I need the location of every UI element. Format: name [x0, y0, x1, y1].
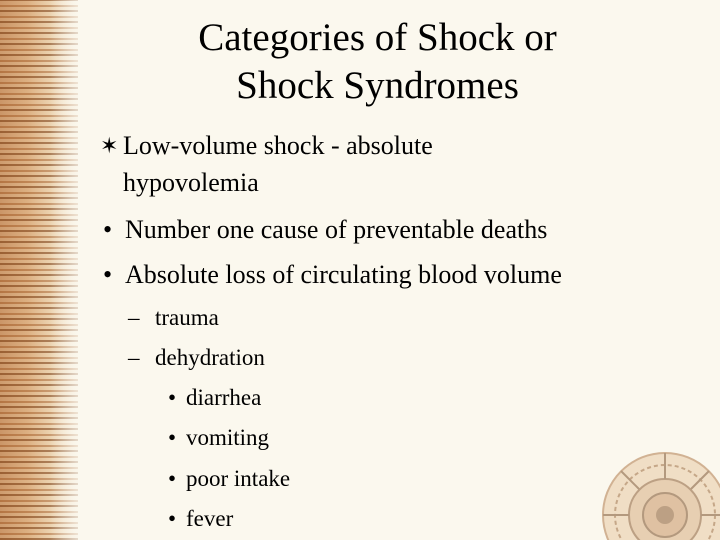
slide-title — [80, 14, 675, 110]
dash-icon: – — [128, 305, 140, 330]
sub-item-text: dehydration — [155, 345, 265, 370]
star-bullet-icon: ✶ — [100, 133, 119, 158]
sub-item-text: trauma — [155, 305, 219, 330]
sub-sub-item-text: fever — [186, 506, 234, 531]
heading-line-2: hypovolemia — [123, 168, 259, 197]
bullet-icon: • — [168, 425, 177, 450]
heading-item-continued — [123, 164, 259, 202]
title-line-1: Categories of Shock or — [198, 16, 557, 59]
heading-line-1: Low-volume shock - absolute — [123, 131, 433, 160]
bullet-icon: • — [168, 506, 177, 531]
bullet-text: Number one cause of preventable deaths — [125, 215, 548, 244]
bullet-icon: • — [103, 215, 113, 244]
title-line-2: Shock Syndromes — [236, 64, 519, 107]
dash-icon: – — [128, 345, 140, 370]
sub-sub-item-text: poor intake — [186, 466, 291, 491]
sub-sub-item-text: diarrhea — [186, 385, 262, 410]
bullet-text: Absolute loss of circulating blood volume — [125, 260, 562, 289]
bullet-icon: • — [103, 260, 113, 289]
sub-sub-item-text: vomiting — [186, 425, 270, 450]
compass-ornament-icon — [600, 450, 720, 540]
bullet-icon: • — [168, 466, 177, 491]
bullet-icon: • — [168, 385, 177, 410]
